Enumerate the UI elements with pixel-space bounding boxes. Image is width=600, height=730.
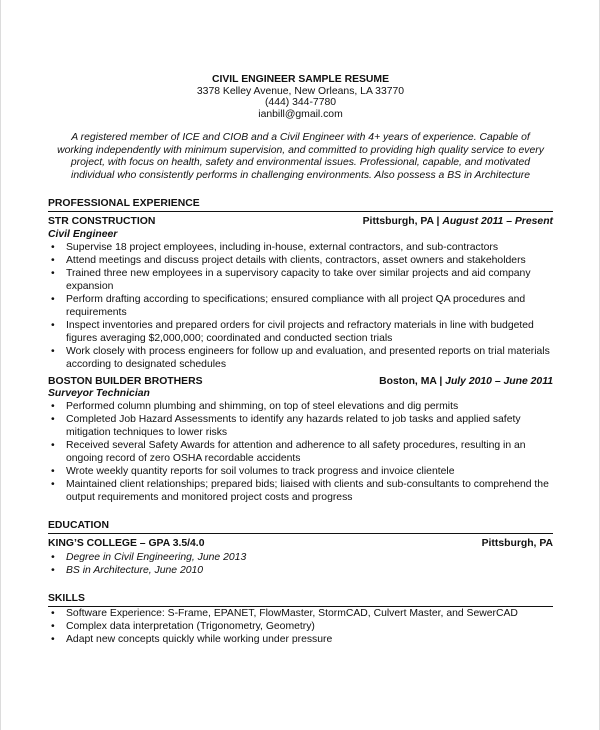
list-item: • BS in Architecture, June 2010 (51, 564, 204, 576)
list-item: • Inspect inventories and prepared orders for civil projects and refractory materials in line with budgeted figures averaging $2,000,000; coordinated and conducted section trials (51, 319, 534, 344)
email: ianbill@gmail.com (258, 108, 343, 120)
list-item: • Completed Job Hazard Assessments to identify any hazards related to job tasks and applied safety mitigation techniques to lower risks (51, 414, 521, 438)
address: 3378 Kelley Avenue, New Orleans, LA 33770 (196, 85, 405, 97)
job-entry (48, 376, 553, 505)
bullet-icon: • (51, 241, 55, 253)
phone: (444) 344-7780 (264, 97, 337, 108)
list-item: • Perform drafting according to specifications; ensured compliance with all project QA procedures and requirements (51, 293, 526, 318)
bullet-icon: • (51, 479, 55, 490)
skills-list (48, 607, 553, 646)
education-heading: EDUCATION (48, 520, 553, 534)
bullet-icon: • (51, 620, 55, 632)
resume-content (48, 74, 553, 646)
list-item: • Wrote weekly quantity reports for soil volumes to track progress and invoice clientele (51, 466, 455, 477)
company-name: BOSTON BUILDER BROTHERS (48, 375, 203, 387)
job-location: Pittsburgh, PA (362, 216, 434, 227)
experience-heading: PROFESSIONAL EXPERIENCE (48, 198, 553, 212)
job-role: Surveyor Technician (48, 388, 150, 399)
list-item: • Work closely with process engineers for follow up and evaluation, and presented reports on trial materials according to designated schedules (51, 345, 550, 370)
job-header (48, 216, 553, 229)
education-entry (48, 538, 553, 577)
bullet-icon: • (51, 267, 55, 279)
school-name: KING’S COLLEGE – GPA 3.5/4.0 (48, 538, 205, 549)
job-bullets (48, 400, 553, 504)
skills-heading: SKILLS (48, 593, 553, 607)
list-item: • Trained three new employees in a supervisory capacity to take over similar projects and aid company expansion (51, 267, 531, 292)
education-header (48, 538, 553, 551)
job-role: Civil Engineer (48, 228, 118, 240)
list-item: • Supervise 18 project employees, including in-house, external contractors, and sub-contractors (51, 241, 499, 253)
bullet-icon: • (51, 551, 55, 563)
bullet-icon: • (51, 633, 55, 645)
bullet-icon: • (51, 254, 55, 266)
bullet-icon: • (51, 440, 55, 451)
job-header (48, 376, 553, 389)
list-item: • Performed column plumbing and shimming, on top of steel elevations and dig permits (51, 401, 459, 412)
job-location: Boston, MA (379, 375, 437, 387)
job-location-dates (363, 216, 553, 229)
job-dates: August 2011 – Present (442, 216, 553, 227)
education-list (48, 551, 553, 577)
list-item: • Degree in Civil Engineering, June 2013 (51, 551, 247, 563)
list-item: • Maintained client relationships; prepared bids; liaised with clients and sub-consultants to comprehend the output requirements and monitored project costs and progress (51, 479, 549, 503)
job-bullets (48, 241, 553, 371)
resume-header (48, 74, 553, 120)
bullet-icon: • (51, 414, 55, 425)
bullet-icon: • (51, 607, 55, 619)
job-dates: July 2010 – June 2011 (445, 375, 553, 387)
list-item: • Received several Safety Awards for attention and adherence to all safety procedures, resulting in an ongoing record of zero OSHA recordable accidents (51, 440, 526, 464)
bullet-icon: • (51, 466, 55, 477)
separator: | (436, 375, 446, 387)
bullet-icon: • (51, 564, 55, 576)
bullet-icon: • (51, 345, 55, 357)
bullet-icon: • (51, 293, 55, 305)
bullet-icon: • (51, 401, 55, 412)
list-item: • Complex data interpretation (Trigonometry, Geometry) (51, 620, 315, 632)
separator: | (433, 216, 443, 227)
job-entry (48, 216, 553, 371)
company-name: STR CONSTRUCTION (48, 216, 156, 227)
list-item: • Adapt new concepts quickly while working under pressure (51, 633, 333, 645)
resume-title: CIVIL ENGINEER SAMPLE RESUME (211, 74, 390, 85)
list-item: • Attend meetings and discuss project details with clients, contractors, asset owners and stakeholders (51, 254, 526, 266)
bullet-icon: • (51, 319, 55, 331)
summary: A registered member of ICE and CIOB and a Civil Engineer with 4+ years of experience. Capable of working independently with minimum supervision, and committed to providing high quality service to every project, with focus on health, safety and environmental issues. Professional, capable, and motivated individual who consistently performs in challenging environments. Also possess a BS in Architecture (57, 132, 544, 181)
job-location-dates (379, 376, 553, 389)
list-item: • Software Experience: S-Frame, EPANET, FlowMaster, StormCAD, Culvert Master, and SewerCAD (51, 607, 518, 619)
school-location: Pittsburgh, PA (481, 538, 553, 549)
